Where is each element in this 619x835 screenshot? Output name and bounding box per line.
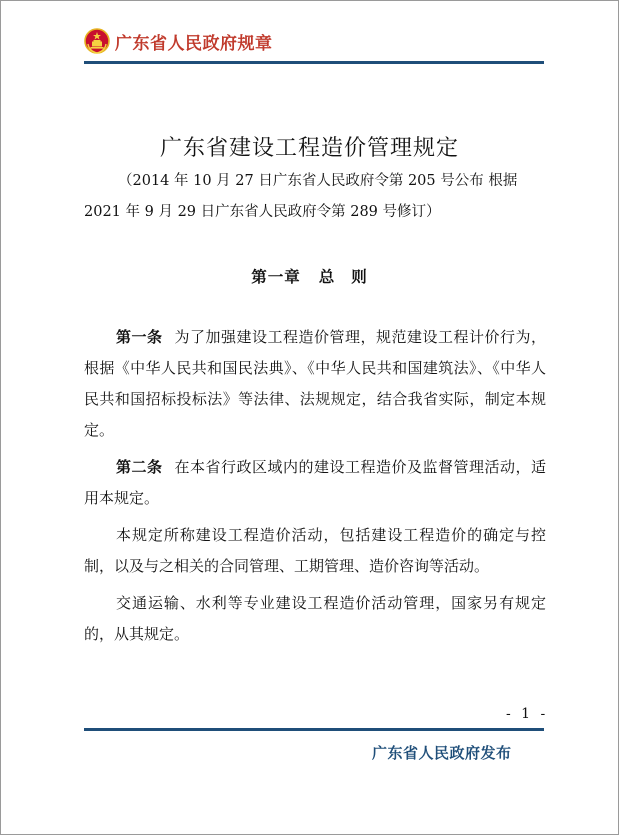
paragraph-exception [84, 588, 546, 650]
paragraph-scope [84, 520, 546, 582]
header-divider [84, 61, 544, 64]
paragraph-article-1 [84, 322, 546, 446]
chapter-number: 第一章 [251, 268, 301, 286]
paragraph-text: 为了加强建设工程造价管理，规范建设工程计价行为，根据《中华人民共和国民法典》、《中华人民共和国建筑法》、《中华人民共和国招标投标法》等法律、法规规定，结合我省实际，制定本规定。 [84, 328, 546, 439]
footer-publisher: 广东省人民政府发布 [372, 744, 512, 762]
header-title: 广东省人民政府规章 [115, 33, 273, 54]
paragraph-text: 在本省行政区域内的建设工程造价及监督管理活动，适用本规定。 [84, 458, 546, 507]
document-note-line-2: 2021 年 9 月 29 日广东省人民政府令第 289 号修订） [84, 204, 441, 220]
document-note [84, 166, 544, 228]
document-title: 广东省建设工程造价管理规定 [159, 136, 459, 161]
paragraph-text: 交通运输、水利等专业建设工程造价活动管理，国家另有规定的，从其规定。 [84, 594, 546, 643]
page-header [84, 26, 273, 56]
document-body [84, 322, 546, 656]
page-number: - 1 - [506, 706, 549, 722]
chapter-heading [0, 265, 619, 287]
chapter-title-part-2: 则 [351, 268, 368, 286]
national-emblem-icon [84, 27, 110, 55]
article-label: 第二条 [116, 458, 163, 476]
chapter-title-part-1: 总 [318, 268, 336, 286]
article-label: 第一条 [116, 328, 163, 346]
paragraph-text: 本规定所称建设工程造价活动，包括建设工程造价的确定与控制，以及与之相关的合同管理、工期管理、造价咨询等活动。 [84, 526, 546, 575]
paragraph-article-2 [84, 452, 546, 514]
footer-divider [84, 728, 544, 731]
document-note-line-1: （2014 年 10 月 27 日广东省人民政府令第 205 号公布 根据 [118, 173, 518, 189]
